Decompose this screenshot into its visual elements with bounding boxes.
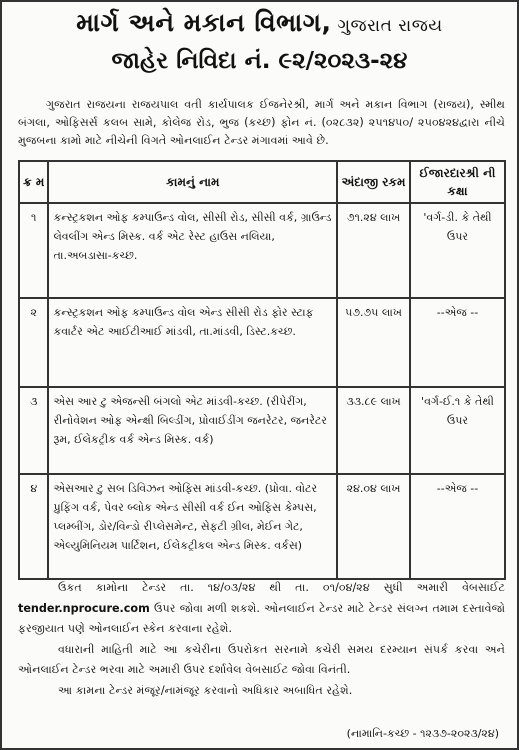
- table-row: [19, 387, 505, 474]
- header-serial: ક્ર મ: [19, 161, 48, 203]
- intro-text: ગુજરાત રાજયના રાજયપાલ વતી કાર્યપાલક ઈજનેરશ્રી, માર્ગ અને મકાન વિભાગ (રાજય), સ્મીથ બંગલા, ઓફિસર્સ કલબ સામે, કોલેજ રોડ, ભુજ (કચ્છ) ફોન નં. (૦૨૮૩૨) ૨૫૧૪૫૦/ ૨૫૦૪૨૪દ્વારા નીચે મુજબના કામો માટે નીચેની વિગતે ઓનલાઈન ટેન્ડર મંગાવમાં આવે છે.: [18, 98, 505, 147]
- row-amount: ૫૭.૭૫ લાખ: [337, 298, 410, 387]
- header-contractor-class: ઈજારદારશ્રી ની કક્ષા: [410, 161, 505, 203]
- row-serial: ૪: [19, 474, 48, 579]
- contact-paragraph: વધારાની માહિતી માટે આ કચેરીના ઉપરોકત સરનામે કચેરી સમય દરમ્યાન સંપર્ક કરવા અને ઓનલાઈન ટેન્ડર ભરવા માટે અમારી ઉપર દર્શાવેલ વેબસાઈટ જોવા વિનંતી.: [18, 642, 505, 676]
- row-amount: ૩૩.૮૯ લાખ: [337, 387, 410, 474]
- row-work-name: એસ આર ટુ એજન્સી બંગલો એટ માંડવી-કચ્છ. (રીપેરીંગ, રીનોવેશન ઓફ એન્ક્ષી બિલ્ડીંગ, પ્રોવાઈડીંગ જનરેટર, જનરેટર રૂમ, ઈલેકટ્રીક વર્ક એન્ડ મિસ્ક. વર્ક): [48, 387, 337, 474]
- row-serial: ૧: [19, 203, 48, 298]
- notice-title: [2, 8, 517, 38]
- tender-dates-text: ઉકત કામોના ટેન્ડર તા. ૧૪/૦૩/૨૪ થી તા. ૦૧/૦૪/૨૪ સુધી અમારી વેબસાઈટ: [58, 581, 505, 594]
- department-name: માર્ગ અને મકાન વિભાગ,: [76, 8, 332, 37]
- row-class: 'વર્ગ-ડી. કે તેથી ઉપર: [410, 203, 505, 298]
- row-class: 'વર્ગ-ઈ.૧ કે તેથી ઉપર: [410, 387, 505, 474]
- header-estimated-amount: અંદાજી રકમ: [337, 161, 410, 203]
- row-work-name: કન્સ્ટ્રકશન ઓફ કમ્પાઉન્ડ વોલ એન્ડ સીસી રોડ ફોર સ્ટાફ કવાર્ટર એટ આઈટીઆઈ માંડવી, તા.માંડવી, ડિસ્ટ.કચ્છ.: [48, 298, 337, 387]
- table-row: [19, 203, 505, 298]
- tender-dates-paragraph: [18, 578, 505, 640]
- row-serial: ૨: [19, 298, 48, 387]
- table-header-row: [19, 161, 505, 203]
- row-serial: ૩: [19, 387, 48, 474]
- rights-paragraph: આ કામના ટેન્ડર મંજૂર/નામંજૂર કરવાનો અધિકાર અબાધિત રહેશે.: [58, 683, 353, 697]
- row-class: --એજ --: [410, 298, 505, 387]
- tender-number: જાહેર નિવિદા નં. ૯૨/૨૦૨૩-૨૪: [111, 48, 408, 74]
- website-link[interactable]: tender.nprocure.com: [18, 601, 150, 615]
- table-row: [19, 298, 505, 387]
- footer-notes: [18, 578, 505, 701]
- row-work-name: કન્સ્ટ્રકશન ઓફ કમ્પાઉન્ડ વોલ, સીસી રોડ, સીસી વર્ક, ગ્રાઉન્ડ લેવલીંગ એન્ડ મિસ્ક. વર્ક એટ રેસ્ટ હાઉસ નલિયા, તા.અબડાસા-કચ્છ.: [48, 203, 337, 298]
- table-row: [19, 474, 505, 579]
- header-work-name: કામનું નામ: [48, 161, 337, 203]
- reference-number: (નામાનિ-કચ્છ - ૧૨૩૭-૨૦૨૩/૨૪): [346, 727, 499, 740]
- row-class: --એજ --: [410, 474, 505, 579]
- intro-paragraph: [18, 96, 505, 150]
- works-table: [18, 160, 506, 580]
- online-docs-text: ઉપર જોવા મળી શકશે. ઓનલાઈન ટેન્ડર માટે ટેન્ડર સંલગ્ન તમામ દસ્તાવેજો ફરજીયાત પણે ઓનલાઈન સ્કેન કરવાના રહેશે.: [18, 601, 506, 635]
- row-amount: ૨૪.૦૪ લાખ: [337, 474, 410, 579]
- row-amount: ૭૧.૨૪ લાખ: [337, 203, 410, 298]
- row-work-name: એસઆર ટુ સબ ડિવિઝન ઓફિસ માંડવી-કચ્છ. (પ્રોવા. વોટર પ્રુફિંગ વર્ક, પેવર બ્લોક એન્ડ સીસી વર્ક ઈન ઓફિસ કેમ્પસ, પ્લમ્બીંગ, ડોર/વિન્ડો રીપ્લેસમેન્ટ, સેફટી ગ્રીલ, મેઈન ગેટ, એલ્યુમિનિયમ પાર્ટિશન, ઈલેકટ્રીકલ એન્ડ મિસ્ક. વર્કસ): [48, 474, 337, 579]
- state-name: ગુજરાત રાજય: [337, 16, 443, 36]
